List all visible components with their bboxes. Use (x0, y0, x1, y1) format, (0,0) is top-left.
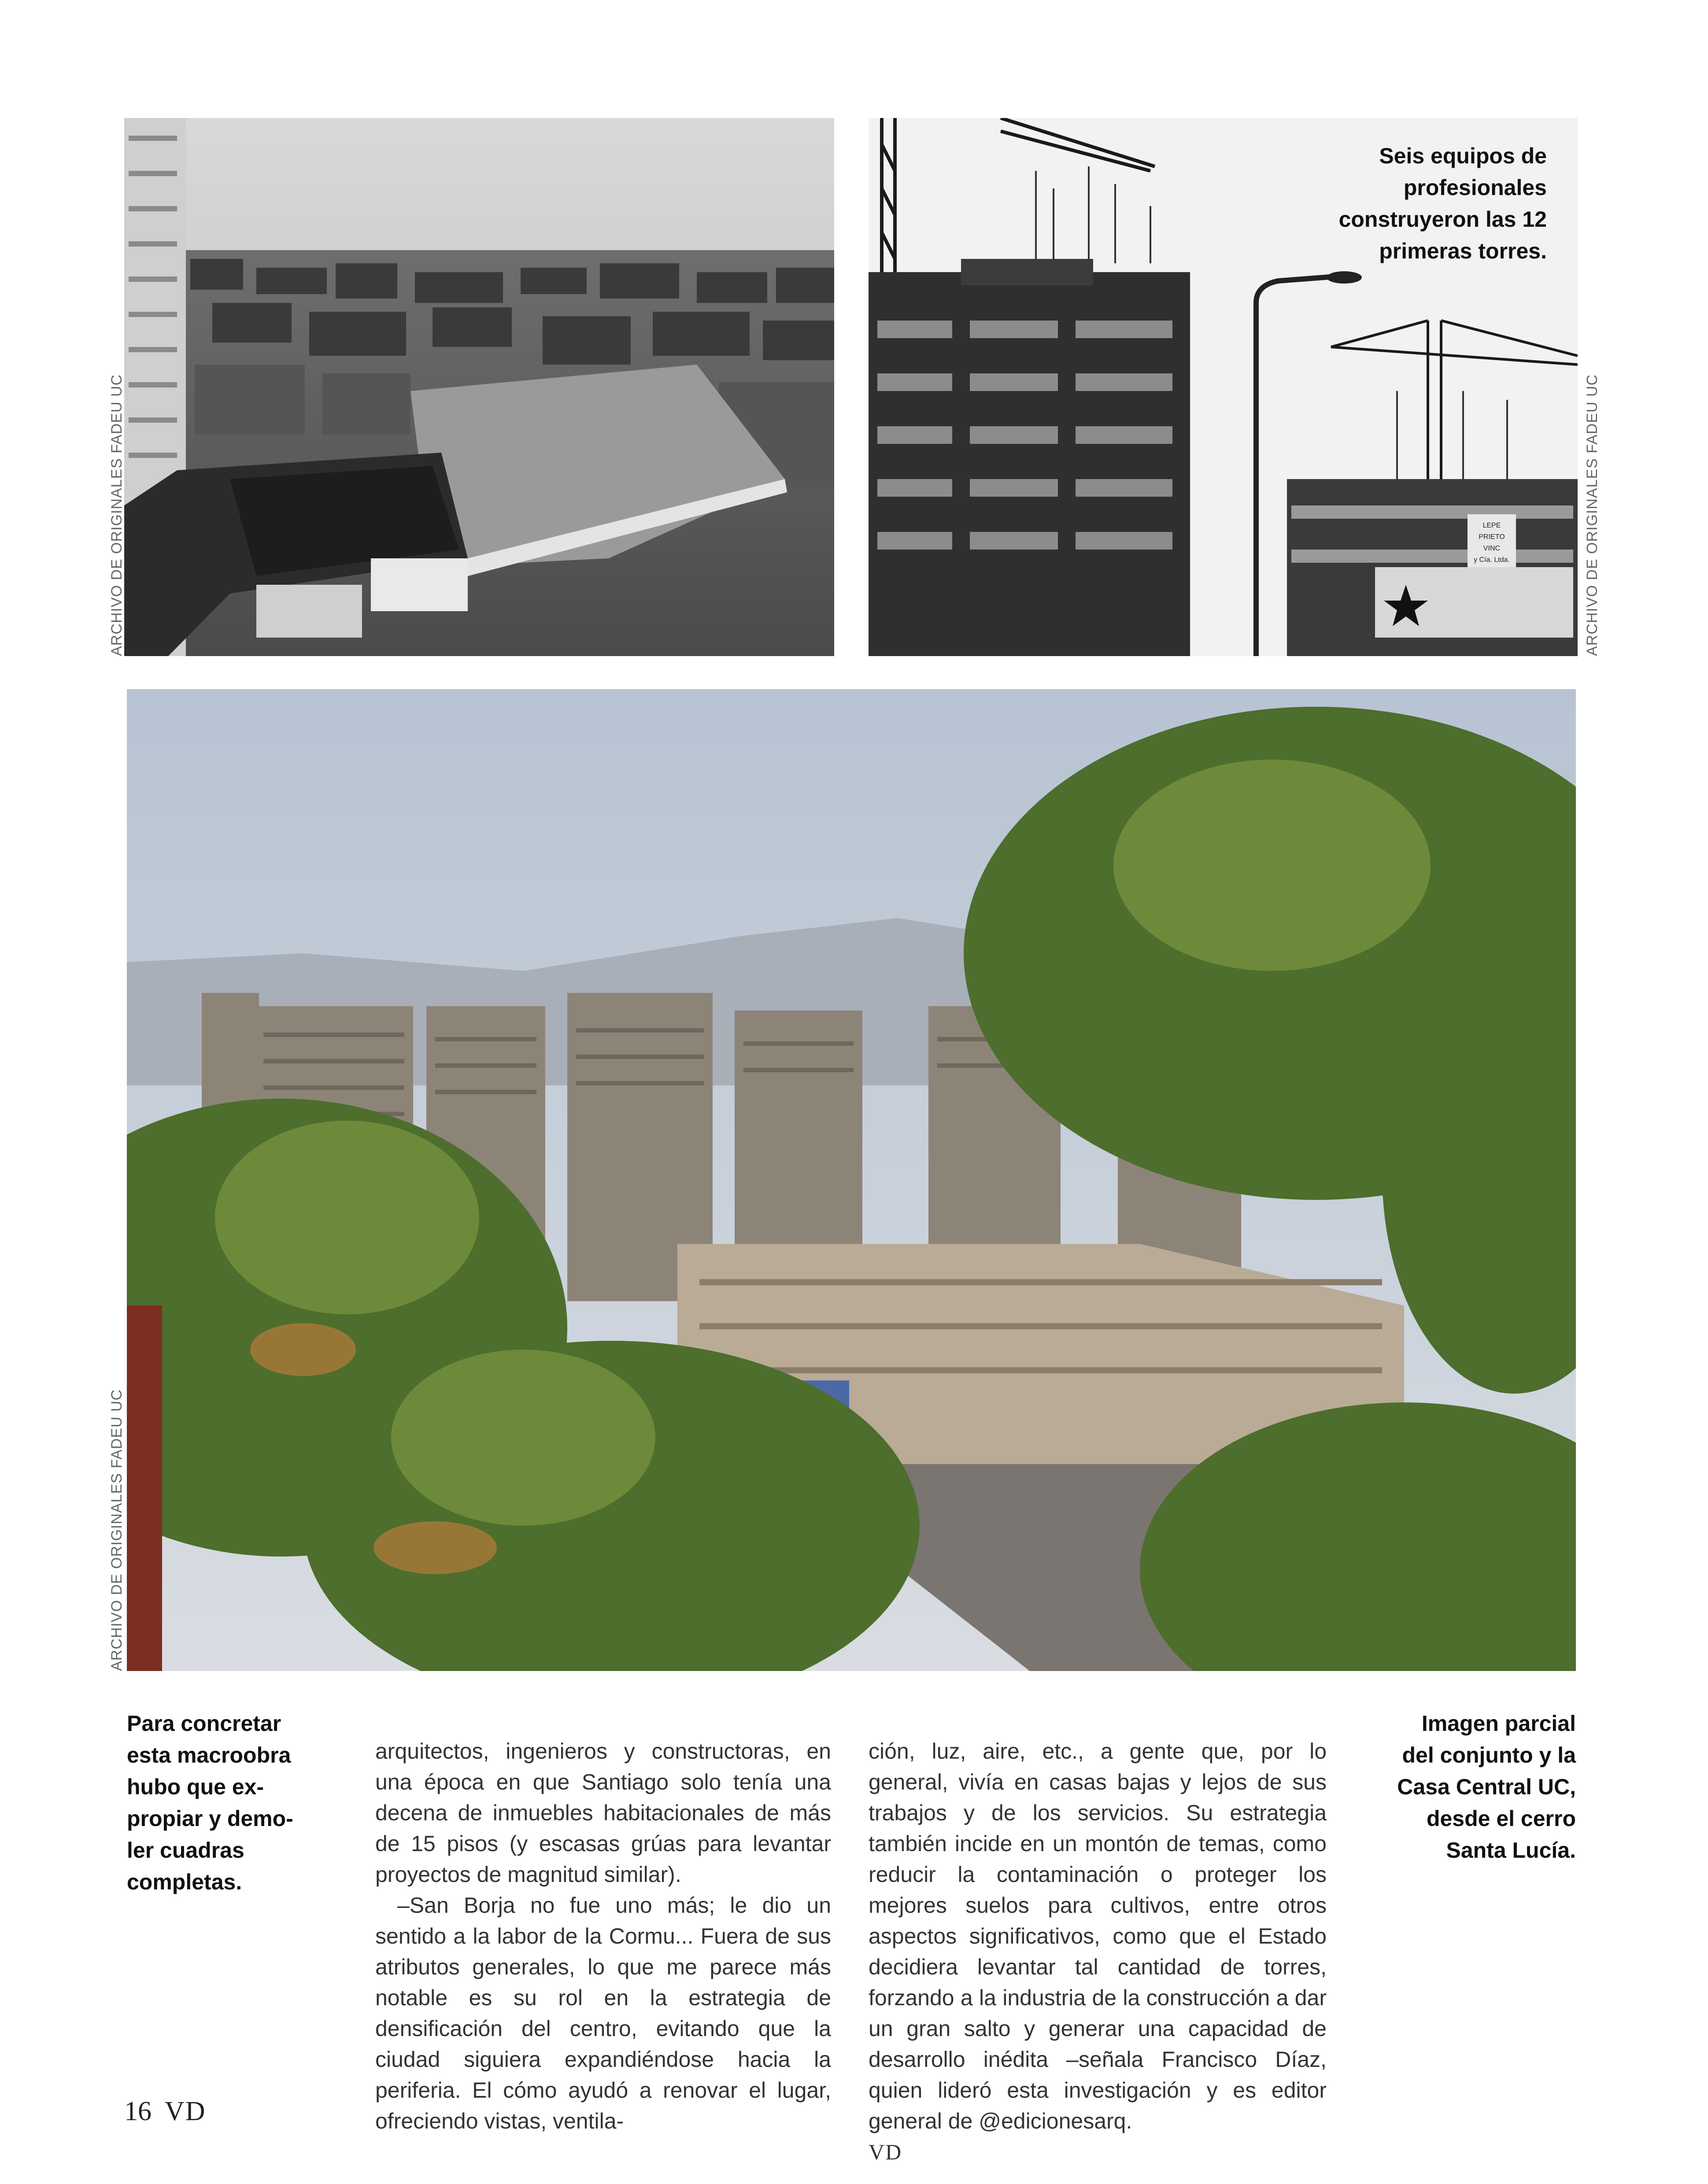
caption-line: esta macroobra (127, 1743, 291, 1767)
body-column-1 (375, 1705, 831, 2136)
page-folio (124, 2096, 206, 2127)
caption-construction-teams (1339, 140, 1547, 267)
caption-line: propiar y demo- (127, 1806, 293, 1831)
photo-credit-top-right: ARCHIVO DE ORIGINALES FADEU UC (1584, 374, 1601, 656)
caption-line: construyeron las 12 (1338, 207, 1547, 232)
caption-line: Seis equipos de (1379, 144, 1547, 168)
caption-line: profesionales (1403, 175, 1547, 200)
caption-line: del conjunto y la (1402, 1743, 1576, 1767)
caption-line: Para concretar (127, 1711, 281, 1736)
sign-line-4: y Cía. Ltda. (1474, 556, 1510, 564)
caption-line: Imagen parcial (1421, 1711, 1576, 1736)
caption-line: hubo que ex- (127, 1774, 264, 1799)
body-text-2: ción, luz, aire, etc., a gente que, por lo general, vivía en casas bajas y lejos de sus trabajos y de los servicios. Su estrategia también incide en un montón de temas, como reducir la contaminación o proteger los mejores suelos para cultivos, entre otros aspectos significativos, como que el Estado decidiera levantar tal cantidad de torres, forzando a la industria de la construcción a dar un gran salto y generar una capacidad de desarrollo inédita –señala Francisco Díaz, quien lideró esta investigación y es editor general de @edicionesarq. (869, 1739, 1327, 2133)
page-number: 16 (124, 2096, 152, 2126)
photo-san-borja-skyline (127, 689, 1576, 1671)
caption-line: ler cuadras (127, 1838, 244, 1863)
caption-line: desde el cerro (1426, 1806, 1576, 1831)
sign-line-3: VINC (1483, 545, 1501, 552)
photo-old-neighborhood (124, 118, 834, 656)
magazine-logo: VD (165, 2096, 206, 2126)
caption-line: Santa Lucía. (1446, 1838, 1576, 1863)
photo-construction-site (869, 118, 1578, 656)
sign-line-1: LEPE (1482, 522, 1501, 529)
body-text-1: arquitectos, ingenieros y constructoras, en una época en que Santiago solo tenía una decena de inmuebles habitacionales de más de 15 pisos (y escasas grúas para levantar proyectos de magnitud similar). –San Borja no fue uno más; le dio un sentido a la labor de la Cormu... Fuera de sus atributos generales, lo que me parece más notable es su rol en la estrategia de densificación del centro, evitando que la ciudad siguiera expandiéndose hacia la periferia. El cómo ayudó a renovar el lugar, ofreciendo vistas, ventila- (375, 1739, 831, 2133)
sign-line-2: PRIETO (1479, 533, 1505, 541)
body-column-2 (869, 1705, 1327, 2167)
caption-line: completas. (127, 1870, 242, 1894)
caption-expropriation (127, 1708, 321, 1898)
end-mark: VD (869, 2140, 902, 2164)
photo-credit-main: ARCHIVO DE ORIGINALES FADEU UC (108, 1389, 125, 1671)
caption-casa-central (1365, 1708, 1576, 1866)
caption-line: Casa Central UC, (1397, 1774, 1576, 1799)
photo-credit-top-left: ARCHIVO DE ORIGINALES FADEU UC (108, 374, 125, 656)
caption-line: primeras torres. (1379, 239, 1547, 263)
